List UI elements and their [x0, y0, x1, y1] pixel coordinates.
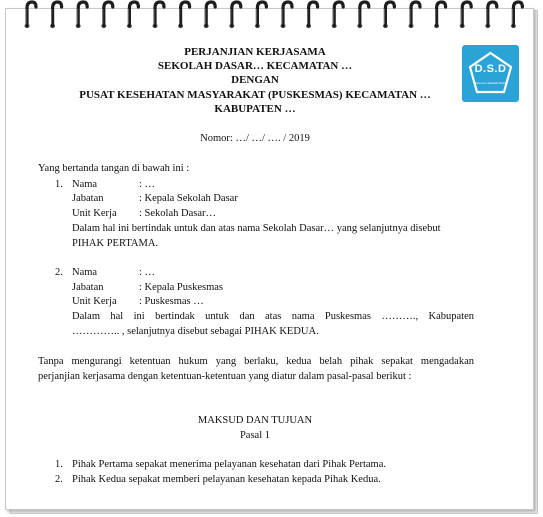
binding-ring-icon	[306, 2, 318, 28]
logo-subtitle: Dokumen Sekolah Dasar	[473, 81, 508, 85]
title-line-2: SEKOLAH DASAR… KECAMATAN …	[157, 60, 353, 72]
binding-ring-icon	[460, 2, 472, 28]
party1-description: Dalam hal ini bertindak untuk dan atas nama Sekolah Dasar… yang selanjutnya disebut	[72, 223, 441, 234]
binding-ring-icon	[76, 2, 88, 28]
binding-ring-icon	[511, 2, 523, 28]
agreement-paragraph-line-2: perjanjian kerjasama dengan ketentuan-ketentuan yang diatur dalam pasal-pasal berikut :	[38, 371, 412, 382]
binding-ring-icon	[127, 2, 138, 28]
agreement-paragraph-line-1: Tanpa mengurangi ketentuan hukum yang berlaku, kedua belah pihak sepakat mengadakan	[38, 356, 474, 367]
binding-ring-icon	[281, 2, 293, 28]
party2-designation: ………….. , selanjutnya disebut sebagai PIHAK KEDUA.	[72, 326, 319, 337]
binding-ring-icon	[153, 2, 165, 28]
party1-name-label: Nama	[72, 179, 98, 190]
document-number: Nomor: …/ …/ …. / 2019	[200, 133, 310, 144]
party2-unit-value: : Puskesmas …	[139, 296, 204, 307]
point-2-number: 2.	[55, 474, 63, 485]
party2-number: 2.	[55, 267, 63, 278]
party2-name-value: : …	[139, 267, 156, 278]
binding-ring-icon	[409, 2, 421, 28]
binding-ring-icon	[485, 2, 497, 28]
party1-position-value: : Kepala Sekolah Dasar	[139, 193, 238, 204]
binding-ring-icon	[204, 2, 216, 28]
point-1-number: 1.	[55, 459, 63, 470]
binding-ring-icon	[332, 2, 344, 28]
dsd-logo	[462, 45, 519, 102]
binding-ring-icon	[50, 2, 62, 28]
party1-designation: PIHAK PERTAMA.	[72, 238, 159, 249]
binding-ring-icon	[229, 2, 241, 28]
party1-unit-value: : Sekolah Dasar…	[139, 208, 216, 219]
party2-position-value: : Kepala Puskesmas	[139, 282, 223, 293]
spiral-binding	[16, 0, 531, 34]
party1-number: 1.	[55, 179, 63, 190]
party1-unit-label: Unit Kerja	[72, 208, 117, 219]
party2-position-label: Jabatan	[72, 282, 104, 293]
logo-text: D.S.D	[474, 63, 507, 75]
binding-ring-icon	[178, 2, 190, 28]
point-2-text: Pihak Kedua sepakat memberi pelayanan kesehatan kepada Pihak Kedua.	[72, 474, 381, 485]
intro-text: Yang bertanda tangan di bawah ini :	[38, 163, 190, 174]
title-line-3: DENGAN	[231, 74, 279, 86]
party2-name-label: Nama	[72, 267, 98, 278]
point-1-text: Pihak Pertama sepakat menerima pelayanan kesehatan dari Pihak Pertama.	[72, 459, 387, 470]
binding-ring-icon	[25, 2, 37, 28]
title-line-4: PUSAT KESEHATAN MASYARAKAT (PUSKESMAS) KECAMATAN …	[79, 89, 431, 101]
title-line-5: KABUPATEN …	[214, 103, 296, 115]
party2-unit-label: Unit Kerja	[72, 296, 117, 307]
section-article: Pasal 1	[239, 430, 271, 441]
party2-description: Dalam hal ini bertindak untuk dan atas nama Puskesmas ………., Kabupaten	[72, 311, 474, 322]
binding-ring-icon	[101, 2, 113, 28]
binding-ring-icon	[357, 2, 369, 28]
title-line-1: PERJANJIAN KERJASAMA	[184, 46, 326, 58]
section-title: MAKSUD DAN TUJUAN	[197, 415, 313, 426]
party1-name-value: : …	[139, 179, 156, 190]
binding-ring-icon	[434, 2, 446, 28]
party1-position-label: Jabatan	[72, 193, 104, 204]
binding-ring-icon	[383, 2, 395, 28]
binding-ring-icon	[255, 2, 267, 28]
